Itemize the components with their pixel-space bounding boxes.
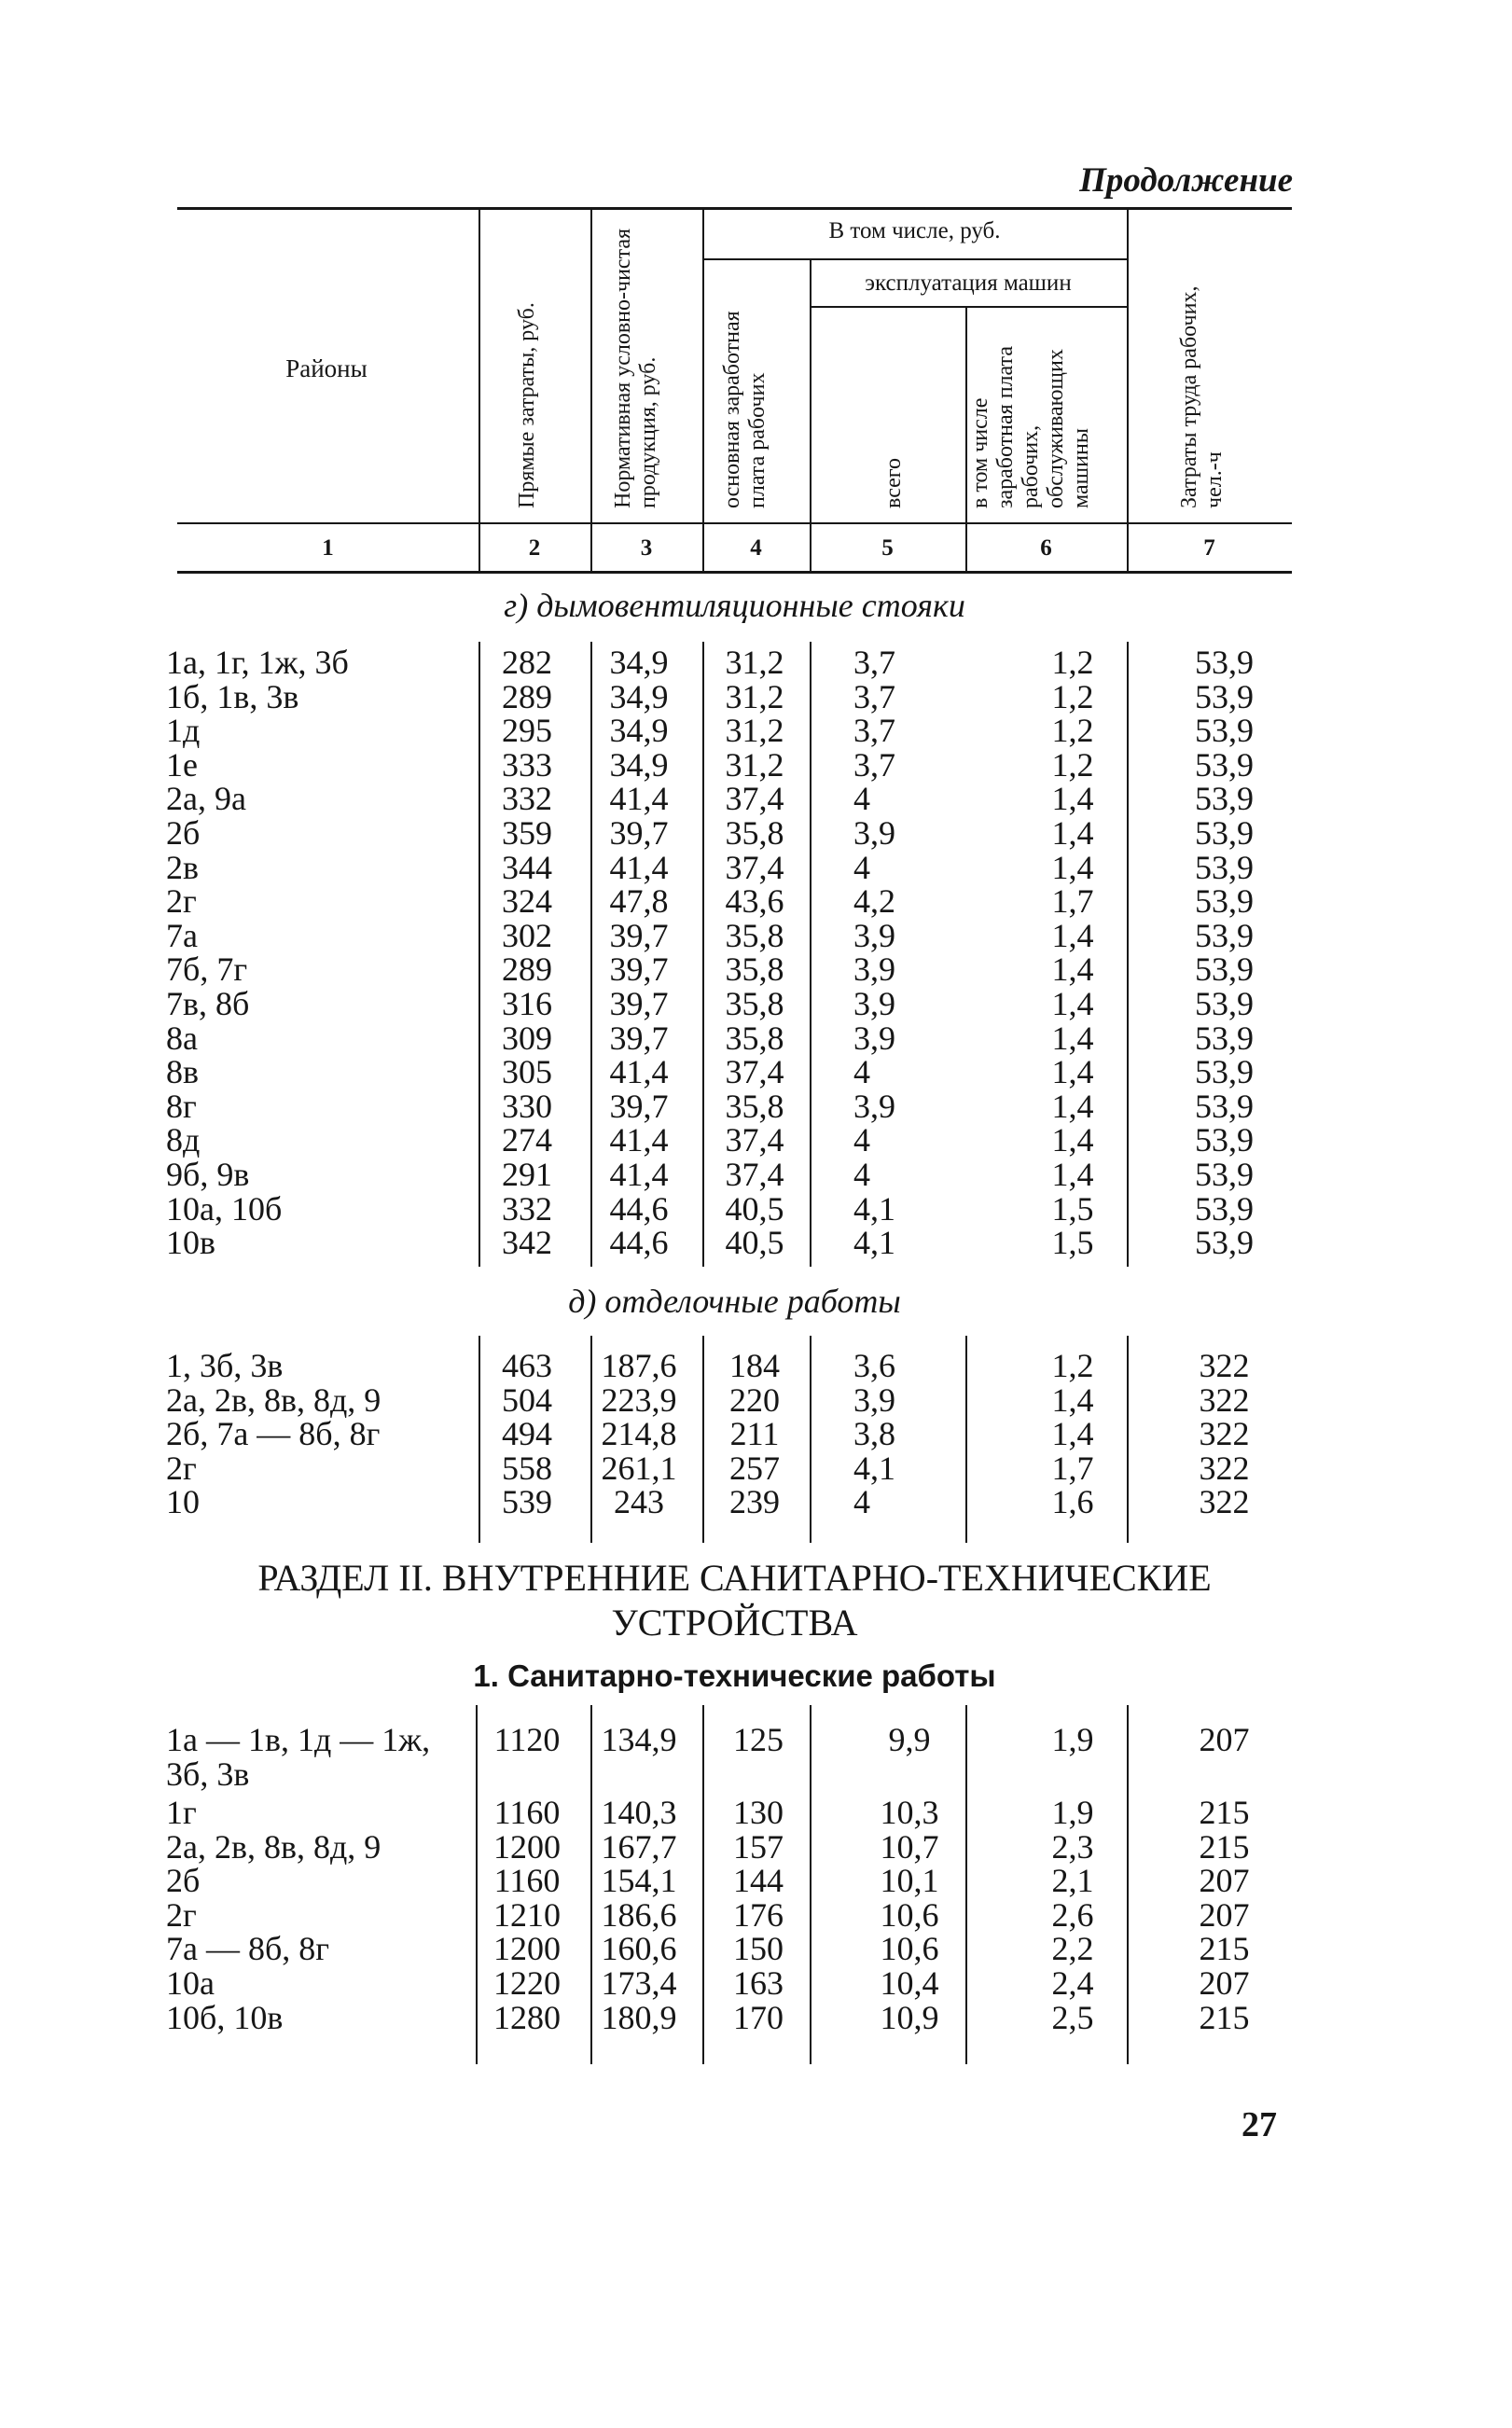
header-total: всего	[881, 457, 906, 508]
value-cell: 1,4	[1051, 916, 1094, 954]
value-cell: 316	[502, 985, 552, 1022]
value-cell: 39,7	[609, 916, 669, 954]
region-cell: 1г	[166, 1794, 197, 1831]
table-row	[0, 1380, 1512, 1419]
value-cell: 10,6	[880, 1896, 939, 1934]
region-cell: 2б	[166, 814, 201, 852]
value-cell: 261,1	[601, 1449, 677, 1487]
value-cell: 305	[502, 1053, 552, 1091]
value-cell: 322	[1199, 1347, 1250, 1384]
value-cell: 53,9	[1195, 745, 1254, 784]
header-divider	[1127, 207, 1129, 573]
value-cell: 1,5	[1051, 1189, 1094, 1228]
value-cell: 1,2	[1051, 677, 1094, 715]
value-cell: 40,5	[725, 1189, 784, 1228]
value-cell: 150	[733, 1930, 784, 1967]
value-cell: 4,1	[853, 1449, 895, 1487]
value-cell: 207	[1199, 1896, 1250, 1934]
colnum-3: 3	[640, 535, 653, 561]
value-cell: 504	[502, 1380, 552, 1419]
value-cell: 35,8	[725, 950, 784, 989]
value-cell: 35,8	[725, 1087, 784, 1125]
value-cell: 1,2	[1051, 745, 1094, 784]
value-cell: 173,4	[601, 1964, 677, 2002]
value-cell: 1200	[493, 1930, 561, 1967]
value-cell: 4,1	[853, 1189, 895, 1228]
table-row	[0, 987, 1512, 1021]
value-cell: 3,9	[853, 814, 895, 852]
value-cell: 3,7	[853, 745, 895, 784]
table-row	[0, 1021, 1512, 1056]
value-cell: 53,9	[1195, 1224, 1254, 1262]
value-cell: 1,7	[1051, 882, 1094, 921]
value-cell: 3,9	[853, 1019, 895, 1057]
section-title: д) отделочные работы	[568, 1283, 901, 1320]
table-row	[0, 1055, 1512, 1089]
region-cell: 1б, 1в, 3в	[166, 677, 299, 715]
value-cell: 144	[733, 1862, 784, 1899]
value-cell: 1,4	[1051, 1053, 1094, 1091]
value-cell: 176	[733, 1896, 784, 1934]
table-row	[0, 916, 1512, 954]
value-cell: 289	[502, 950, 552, 989]
value-cell: 43,6	[725, 882, 784, 921]
region-cell: 2г	[166, 882, 197, 921]
colnum-1: 1	[322, 535, 334, 561]
value-cell: 239	[729, 1483, 780, 1521]
value-cell: 39,7	[609, 985, 669, 1022]
value-cell: 2,5	[1051, 1999, 1094, 2036]
table-row	[0, 745, 1512, 784]
value-cell: 1120	[493, 1721, 561, 1758]
value-cell: 40,5	[725, 1224, 784, 1262]
colnum-2: 2	[528, 535, 541, 561]
value-cell: 47,8	[609, 882, 669, 921]
value-cell: 1210	[493, 1896, 561, 1934]
value-cell: 243	[614, 1483, 664, 1521]
part-subtitle: 1. Санитарно-технические работы	[473, 1658, 996, 1693]
value-cell: 558	[502, 1449, 552, 1487]
value-cell: 53,9	[1195, 1087, 1254, 1125]
table-row	[0, 1451, 1512, 1486]
value-cell: 1,9	[1051, 1721, 1094, 1758]
value-cell: 220	[729, 1380, 780, 1419]
region-cell: 2г	[166, 1449, 197, 1487]
value-cell: 41,4	[609, 1121, 669, 1159]
value-cell: 3,7	[853, 677, 895, 715]
value-cell: 302	[502, 916, 552, 954]
region-cell: 10а, 10б	[166, 1189, 283, 1228]
value-cell: 332	[502, 780, 552, 818]
value-cell: 34,9	[609, 712, 669, 750]
value-cell: 184	[729, 1347, 780, 1384]
value-cell: 10,1	[880, 1862, 939, 1899]
value-cell: 214,8	[601, 1415, 677, 1453]
table-row	[0, 1189, 1512, 1228]
value-cell: 31,2	[725, 677, 784, 715]
value-cell: 2,2	[1051, 1930, 1094, 1967]
value-cell: 10,6	[880, 1930, 939, 1967]
value-cell: 211	[729, 1415, 780, 1453]
section-title: г) дымовентиляционные стояки	[504, 587, 965, 624]
region-cell: 7а	[166, 916, 198, 954]
value-cell: 53,9	[1195, 644, 1254, 681]
value-cell: 10,9	[880, 1999, 939, 2036]
header-bottom-rule	[177, 522, 1292, 524]
table-row	[0, 1830, 1512, 1865]
region-cell: 2г	[166, 1896, 197, 1934]
value-cell: 295	[502, 712, 552, 750]
value-cell: 1,4	[1051, 1019, 1094, 1057]
value-cell: 1,4	[1051, 1087, 1094, 1125]
value-cell: 44,6	[609, 1224, 669, 1262]
value-cell: 1,7	[1051, 1449, 1094, 1487]
value-cell: 39,7	[609, 814, 669, 852]
value-cell: 53,9	[1195, 882, 1254, 921]
header-incl: В том числе, руб.	[828, 218, 1001, 243]
table-row	[0, 1123, 1512, 1158]
value-cell: 322	[1199, 1415, 1250, 1453]
value-cell: 344	[502, 848, 552, 886]
value-cell: 291	[502, 1156, 552, 1193]
value-cell: 157	[733, 1828, 784, 1866]
value-cell: 3,7	[853, 644, 895, 681]
value-cell: 34,9	[609, 644, 669, 681]
value-cell: 130	[733, 1794, 784, 1831]
value-cell: 215	[1199, 1828, 1250, 1866]
region-cell: 2а, 2в, 8в, 8д, 9	[166, 1828, 381, 1866]
table-row	[0, 816, 1512, 851]
table-row	[0, 1485, 1512, 1519]
value-cell: 39,7	[609, 950, 669, 989]
table-row	[0, 1966, 1512, 2001]
value-cell: 4	[853, 1156, 870, 1193]
value-cell: 1160	[493, 1794, 561, 1831]
value-cell: 1,2	[1051, 644, 1094, 681]
value-cell: 10,4	[880, 1964, 939, 2002]
value-cell: 186,6	[601, 1896, 677, 1934]
value-cell: 539	[502, 1483, 552, 1521]
value-cell: 31,2	[725, 644, 784, 681]
value-cell: 140,3	[601, 1794, 677, 1831]
table-row	[0, 884, 1512, 919]
value-cell: 34,9	[609, 677, 669, 715]
value-cell: 1,9	[1051, 1794, 1094, 1831]
value-cell: 215	[1199, 1930, 1250, 1967]
value-cell: 1,4	[1051, 1156, 1094, 1193]
value-cell: 125	[733, 1721, 784, 1758]
value-cell: 1,4	[1051, 1415, 1094, 1453]
table-row	[0, 2001, 1512, 2035]
value-cell: 9,9	[888, 1721, 931, 1758]
value-cell: 41,4	[609, 780, 669, 818]
region-cell: 8в	[166, 1053, 199, 1091]
value-cell: 31,2	[725, 745, 784, 784]
table-row	[0, 645, 1512, 680]
value-cell: 1,5	[1051, 1224, 1094, 1262]
value-cell: 53,9	[1195, 985, 1254, 1022]
page-number: 27	[1242, 2105, 1277, 2144]
header-normative: Нормативная условно-чистая продукция, руб.	[611, 228, 660, 508]
value-cell: 342	[502, 1224, 552, 1262]
value-cell: 1,4	[1051, 985, 1094, 1022]
value-cell: 330	[502, 1087, 552, 1125]
value-cell: 53,9	[1195, 1156, 1254, 1193]
part-title-line1: РАЗДЕЛ II. ВНУТРЕННИЕ САНИТАРНО-ТЕХНИЧЕСКИЕ	[257, 1557, 1212, 1599]
value-cell: 154,1	[601, 1862, 677, 1899]
value-cell: 289	[502, 677, 552, 715]
colnum-6: 6	[1040, 535, 1052, 561]
header-divider	[965, 308, 967, 573]
continuation-label: Продолжение	[1079, 161, 1293, 200]
value-cell: 53,9	[1195, 950, 1254, 989]
value-cell: 1,4	[1051, 814, 1094, 852]
value-cell: 333	[502, 745, 552, 784]
value-cell: 2,6	[1051, 1896, 1094, 1934]
region-cell: 2б, 7а — 8б, 8г	[166, 1415, 381, 1453]
value-cell: 324	[502, 882, 552, 921]
region-cell: 2а, 2в, 8в, 8д, 9	[166, 1380, 381, 1419]
value-cell: 3,6	[853, 1347, 895, 1384]
value-cell: 35,8	[725, 814, 784, 852]
value-cell: 3,9	[853, 985, 895, 1022]
region-cell: 1а, 1г, 1ж, 3б	[166, 644, 349, 681]
region-cell: 10в	[166, 1224, 215, 1262]
incl-rule	[702, 258, 1127, 260]
header-divider	[590, 207, 592, 573]
value-cell: 1,2	[1051, 712, 1094, 750]
colnum-7: 7	[1203, 535, 1215, 561]
value-cell: 1220	[493, 1964, 561, 2002]
value-cell: 4,2	[853, 882, 895, 921]
table-row	[0, 1898, 1512, 1933]
table-row	[0, 1226, 1512, 1260]
value-cell: 53,9	[1195, 1189, 1254, 1228]
value-cell: 3,7	[853, 712, 895, 750]
value-cell: 35,8	[725, 985, 784, 1022]
value-cell: 4	[853, 1053, 870, 1091]
region-cell: 8а	[166, 1019, 198, 1057]
value-cell: 53,9	[1195, 1019, 1254, 1057]
table-row	[0, 1864, 1512, 1898]
header-base-wage: основная заработная плата рабочих	[720, 311, 770, 508]
header-direct-costs: Прямые затраты, руб.	[515, 302, 539, 508]
value-cell: 494	[502, 1415, 552, 1453]
region-cell: 10б, 10в	[166, 1999, 284, 2036]
table-row	[0, 1757, 1512, 1792]
value-cell: 37,4	[725, 1053, 784, 1091]
region-cell: 1е	[166, 745, 198, 784]
value-cell: 163	[733, 1964, 784, 2002]
value-cell: 215	[1199, 1794, 1250, 1831]
value-cell: 4	[853, 780, 870, 818]
value-cell: 53,9	[1195, 1053, 1254, 1091]
header-regions: Районы	[285, 354, 368, 382]
table-row	[0, 714, 1512, 748]
value-cell: 359	[502, 814, 552, 852]
value-cell: 322	[1199, 1483, 1250, 1521]
region-cell: 2б	[166, 1862, 201, 1899]
header-labor: Затраты труда рабочих, чел.-ч	[1177, 285, 1227, 508]
value-cell: 1,4	[1051, 1380, 1094, 1419]
value-cell: 34,9	[609, 745, 669, 784]
table-row	[0, 1723, 1512, 1757]
region-cell: 2а, 9а	[166, 780, 246, 818]
value-cell: 257	[729, 1449, 780, 1487]
value-cell: 134,9	[601, 1721, 677, 1758]
region-cell: 8г	[166, 1087, 197, 1125]
region-cell: 1д	[166, 712, 201, 750]
part-title-line2: УСТРОЙСТВА	[611, 1602, 858, 1644]
region-cell: 7б, 7г	[166, 950, 248, 989]
value-cell: 41,4	[609, 1053, 669, 1091]
value-cell: 2,4	[1051, 1964, 1094, 2002]
value-cell: 53,9	[1195, 814, 1254, 852]
region-cell: 1, 3б, 3в	[166, 1347, 284, 1384]
value-cell: 37,4	[725, 780, 784, 818]
value-cell: 1,4	[1051, 780, 1094, 818]
table-row	[0, 1796, 1512, 1830]
header-divider	[702, 207, 704, 573]
value-cell: 322	[1199, 1449, 1250, 1487]
value-cell: 35,8	[725, 1019, 784, 1057]
value-cell: 37,4	[725, 1121, 784, 1159]
value-cell: 160,6	[601, 1930, 677, 1967]
value-cell: 207	[1199, 1862, 1250, 1899]
value-cell: 322	[1199, 1380, 1250, 1419]
region-cell: 7а — 8б, 8г	[166, 1930, 330, 1967]
value-cell: 3,9	[853, 916, 895, 954]
value-cell: 1,6	[1051, 1483, 1094, 1521]
header-incl-wage: в том числе заработная плата рабочих, обслуживающих машины	[968, 346, 1093, 508]
value-cell: 53,9	[1195, 848, 1254, 886]
value-cell: 53,9	[1195, 780, 1254, 818]
value-cell: 3,8	[853, 1415, 895, 1453]
value-cell: 170	[733, 1999, 784, 2036]
table-row	[0, 677, 1512, 715]
value-cell: 463	[502, 1347, 552, 1384]
value-cell: 35,8	[725, 916, 784, 954]
value-cell: 2,3	[1051, 1828, 1094, 1866]
region-cell: 3б, 3в	[166, 1755, 250, 1793]
value-cell: 37,4	[725, 848, 784, 886]
value-cell: 332	[502, 1189, 552, 1228]
region-cell: 2в	[166, 848, 199, 886]
value-cell: 31,2	[725, 712, 784, 750]
table-top-rule	[177, 207, 1292, 210]
value-cell: 1160	[493, 1862, 561, 1899]
region-cell: 9б, 9в	[166, 1156, 250, 1193]
value-cell: 41,4	[609, 848, 669, 886]
table-row	[0, 1158, 1512, 1192]
value-cell: 39,7	[609, 1019, 669, 1057]
value-cell: 1,4	[1051, 1121, 1094, 1159]
table-row	[0, 1089, 1512, 1124]
header-machine-ops: эксплуатация машин	[865, 271, 1072, 296]
table-row	[0, 952, 1512, 987]
table-row	[0, 1349, 1512, 1383]
table-row	[0, 848, 1512, 886]
value-cell: 2,1	[1051, 1862, 1094, 1899]
value-cell: 215	[1199, 1999, 1250, 2036]
value-cell: 53,9	[1195, 712, 1254, 750]
value-cell: 180,9	[601, 1999, 677, 2036]
value-cell: 3,9	[853, 1380, 895, 1419]
value-cell: 207	[1199, 1721, 1250, 1758]
value-cell: 1,4	[1051, 950, 1094, 989]
value-cell: 4	[853, 1121, 870, 1159]
value-cell: 4	[853, 848, 870, 886]
region-cell: 10	[166, 1483, 200, 1521]
header-divider	[810, 260, 811, 573]
value-cell: 53,9	[1195, 1121, 1254, 1159]
value-cell: 10,3	[880, 1794, 939, 1831]
table-row	[0, 1417, 1512, 1451]
value-cell: 274	[502, 1121, 552, 1159]
value-cell: 167,7	[601, 1828, 677, 1866]
colnum-5: 5	[881, 535, 894, 561]
value-cell: 10,7	[880, 1828, 939, 1866]
value-cell: 223,9	[601, 1380, 677, 1419]
value-cell: 4,1	[853, 1224, 895, 1262]
region-cell: 1а — 1в, 1д — 1ж,	[166, 1721, 431, 1758]
value-cell: 37,4	[725, 1156, 784, 1193]
header-divider	[479, 207, 480, 573]
value-cell: 53,9	[1195, 916, 1254, 954]
value-cell: 4	[853, 1483, 870, 1521]
value-cell: 1280	[493, 1999, 561, 2036]
region-cell: 7в, 8б	[166, 985, 250, 1022]
table-row	[0, 1932, 1512, 1966]
value-cell: 282	[502, 644, 552, 681]
value-cell: 39,7	[609, 1087, 669, 1125]
region-cell: 8д	[166, 1121, 201, 1159]
value-cell: 44,6	[609, 1189, 669, 1228]
value-cell: 3,9	[853, 950, 895, 989]
value-cell: 41,4	[609, 1156, 669, 1193]
value-cell: 1,2	[1051, 1347, 1094, 1384]
value-cell: 3,9	[853, 1087, 895, 1125]
colnum-4: 4	[750, 535, 762, 561]
table-row	[0, 782, 1512, 816]
value-cell: 1200	[493, 1828, 561, 1866]
value-cell: 309	[502, 1019, 552, 1057]
value-cell: 187,6	[601, 1347, 677, 1384]
value-cell: 53,9	[1195, 677, 1254, 715]
value-cell: 1,4	[1051, 848, 1094, 886]
region-cell: 10а	[166, 1964, 215, 2002]
colnum-bottom-rule	[177, 571, 1292, 574]
value-cell: 207	[1199, 1964, 1250, 2002]
